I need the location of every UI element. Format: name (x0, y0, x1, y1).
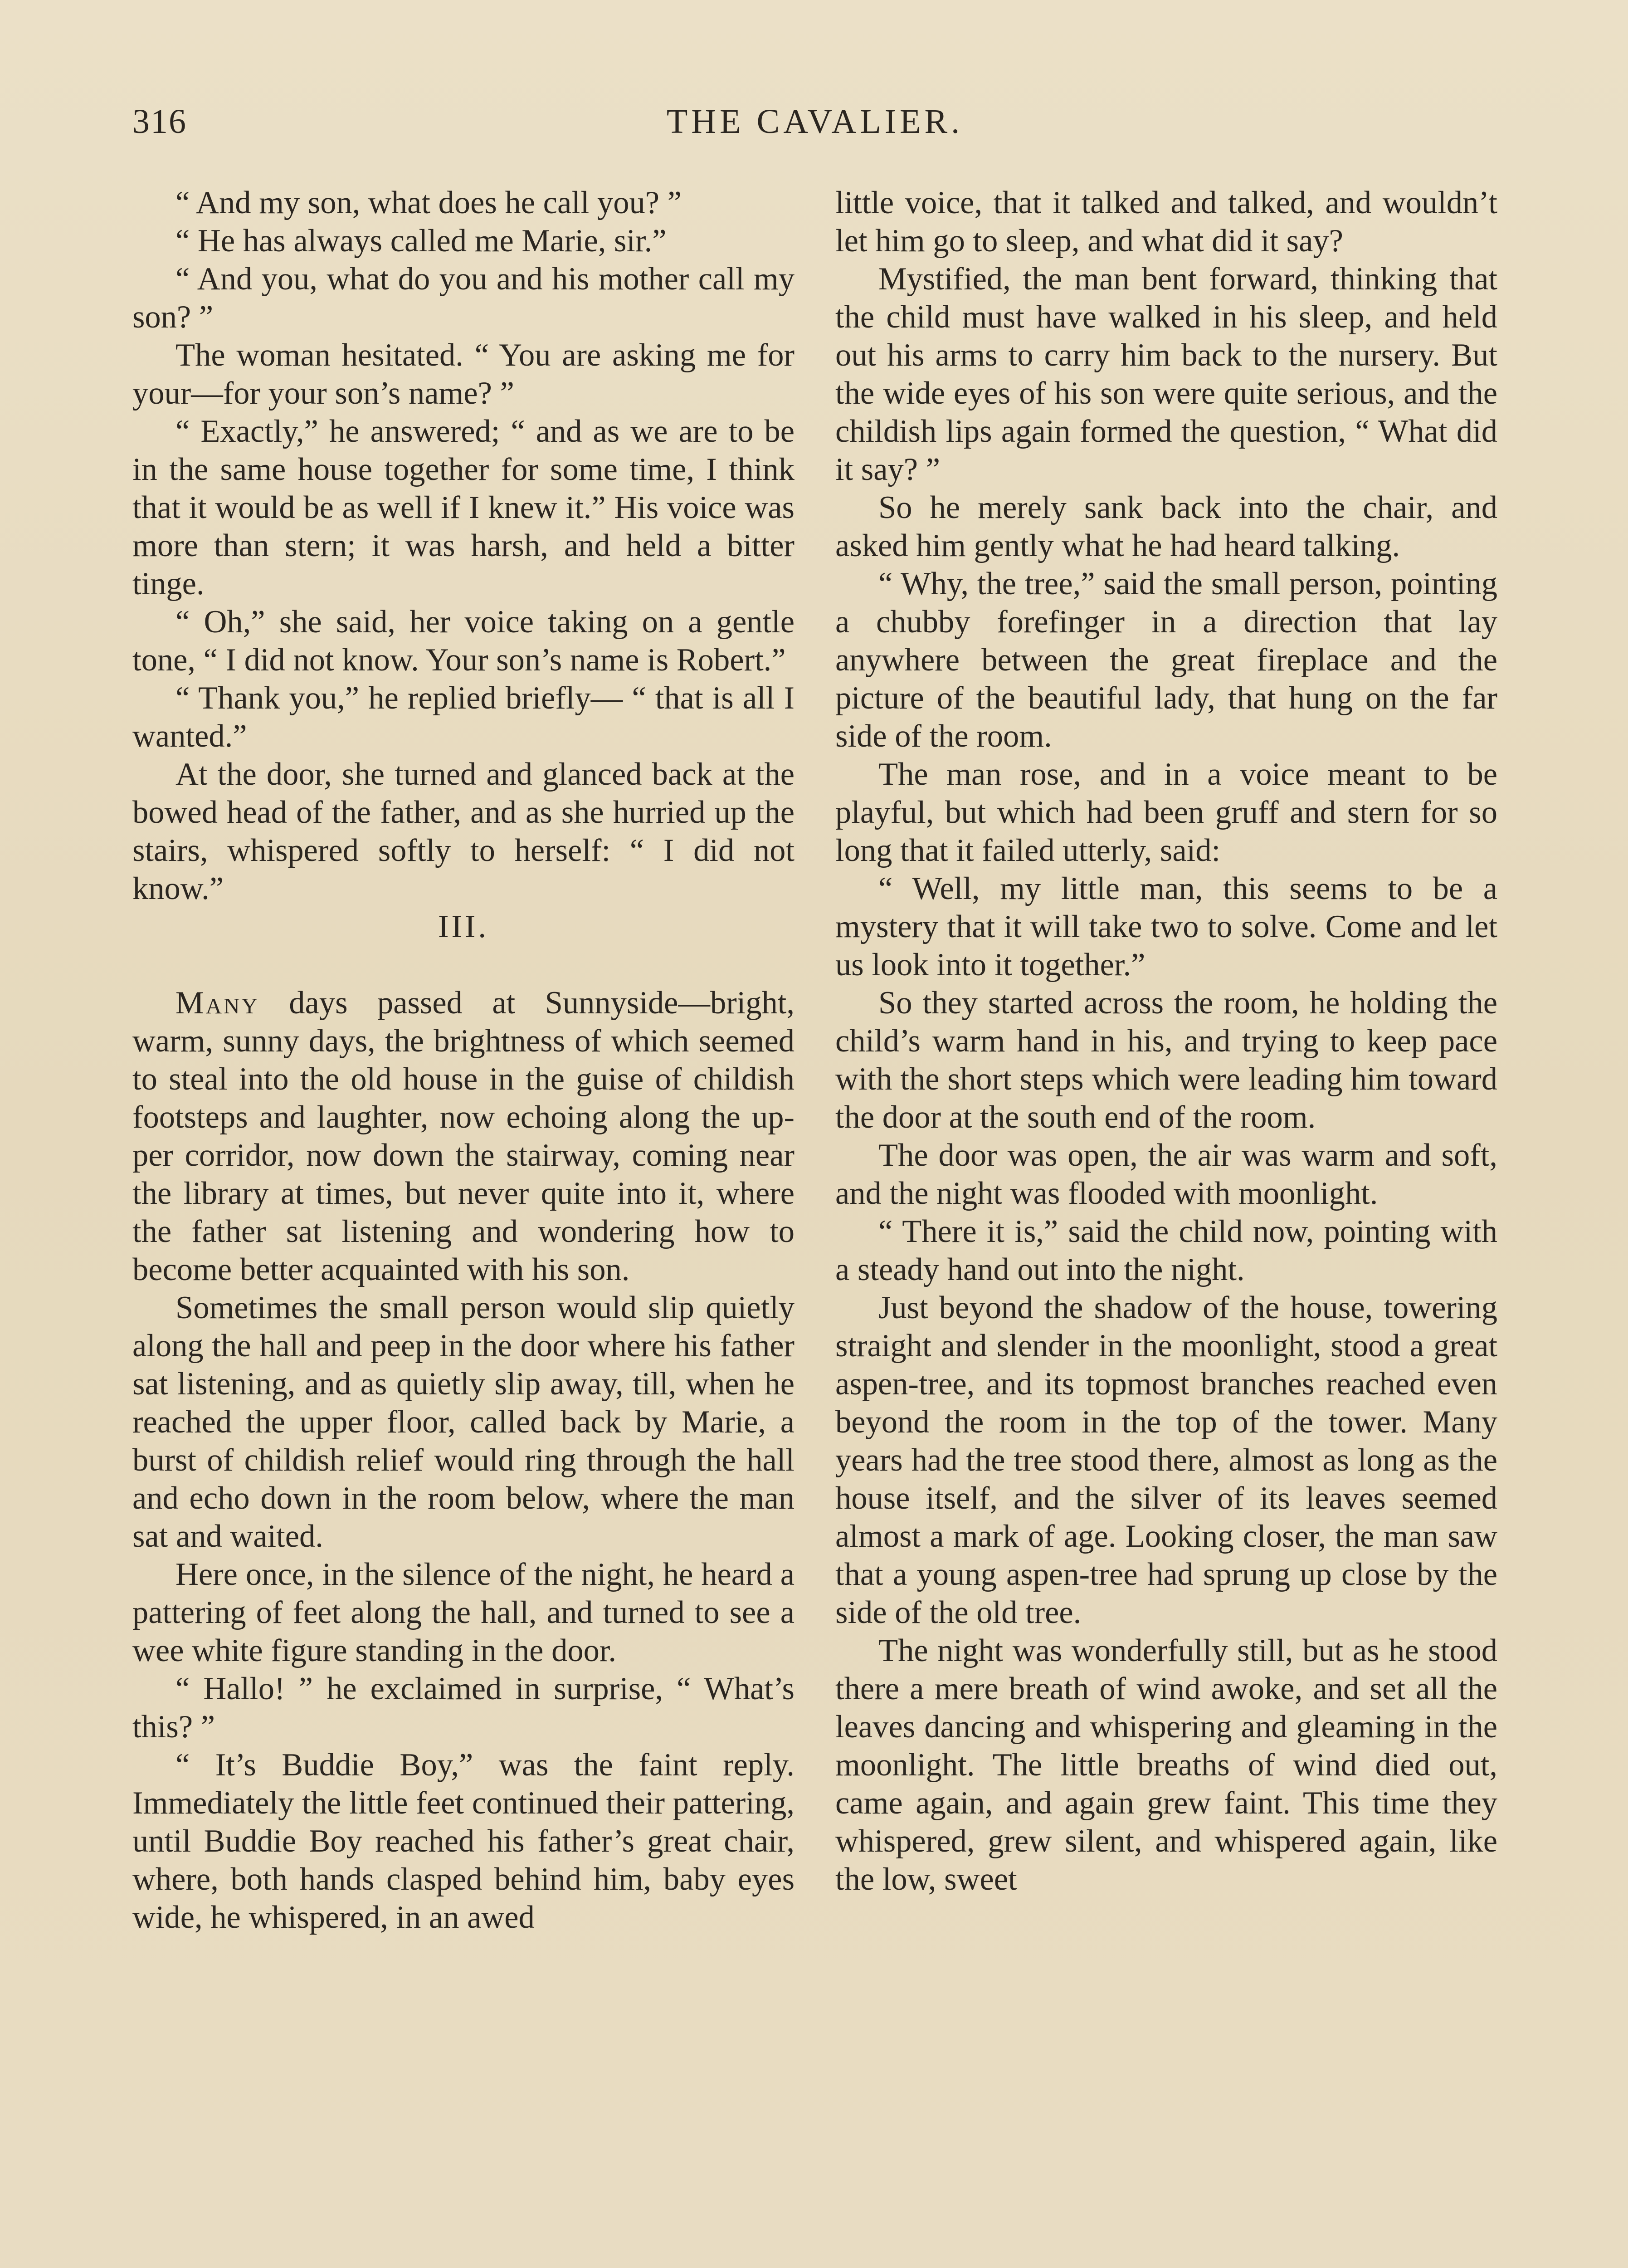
paragraph: So he merely sank back into the chair, and asked him gently what he had heard talking. (835, 490, 1497, 563)
paragraph: “ Hallo! ” he exclaimed in surprise, “ What’s this? ” (132, 1671, 795, 1745)
paragraph: “ It’s Buddie Boy,” was the faint reply. Immediately the little feet continued their pattering, until Buddie Boy reached his father’s great chair, where, both hands clasped behind him, baby eyes wide, he whispered, in an awed (132, 1747, 795, 1935)
paragraph: “ And my son, what does he call you? ” (175, 185, 682, 220)
paragraph: “ Oh,” she said, her voice taking on a gentle tone, “ I did not know. Your son’s name is Robert.” (132, 604, 795, 678)
magazine-title: THE CAVALIER. (666, 103, 964, 141)
paragraph: “ Thank you,” he replied briefly— “ that is all I wanted.” (132, 680, 795, 754)
section-heading: III. (438, 909, 489, 944)
paragraph: At the door, she turned and glanced back at the bowed head of the father, and as she hurried up the stairs, whispered softly to herself: “ I did not know.” (132, 757, 795, 906)
continued-paragraph: little voice, that it talked and talked, and wouldn’t let him go to sleep, and what did it say? (835, 185, 1497, 259)
paragraph: “ Exactly,” he answered; “ and as we are to be in the same house together for some time, I think that it would be as well if I knew it.” His voice was more than stern; it was harsh, and held a bitter tinge. (132, 414, 795, 601)
paragraph: Here once, in the silence of the night, he heard a pattering of feet along the hall, and turned to see a wee white figure standing in the door. (132, 1557, 795, 1668)
left-column (132, 184, 795, 2268)
page-header (132, 102, 1497, 152)
paragraph: The door was open, the air was warm and soft, and the night was flooded with moonlight. (835, 1138, 1497, 1211)
paragraph: Just beyond the shadow of the house, towering straight and slender in the moonlight, stood a great aspen-tree, and its topmost branches reached even beyond the room in the top of the tower. Many years had the tree stood there, almost as long as the house itself, and the silver of its leaves seemed almost a mark of age. Looking closer, the man saw that a young aspen-tree had sprung up close by the side of the old tree. (835, 1290, 1497, 1630)
paragraph: “ And you, what do you and his mother call my son? ” (132, 261, 795, 335)
section-lead-word: Many (175, 985, 259, 1021)
section-opening-paragraph (132, 984, 795, 1289)
paragraph: The woman hesitated. “ You are asking me for your—for your son’s name? ” (132, 337, 795, 411)
paragraph: “ Why, the tree,” said the small person, pointing a chubby forefinger in a direction that lay anywhere between the great fireplace and the picture of the beautiful lady, that hung on the far side of the room. (835, 566, 1497, 754)
right-column (835, 184, 1497, 2268)
paragraph: So they started across the room, he holding the child’s warm hand in his, and trying to keep pace with the short steps which were leading him toward the door at the south end of the room. (835, 985, 1497, 1135)
paragraph: “ There it is,” said the child now, pointing with a steady hand out into the night. (835, 1214, 1497, 1287)
page-number: 316 (132, 103, 187, 141)
paragraph: The man rose, and in a voice meant to be playful, but which had been gruff and stern for so long that it failed utterly, said: (835, 757, 1497, 868)
paragraph: “ He has always called me Marie, sir.” (175, 223, 667, 259)
paragraph: Mystified, the man bent forward, thinking that the child must have walked in his sleep, and held out his arms to carry him back to the nursery. But the wide eyes of his son were quite serious, and the childish lips again formed the question, “ What did it say? ” (835, 261, 1497, 487)
paragraph: Sometimes the small person would slip quietly along the hall and peep in the door where his father sat listening, and as quietly slip away, till, when he reached the upper floor, called back by Marie, a burst of childish relief would ring through the hall and echo down in the room below, where the man sat and waited. (132, 1290, 795, 1554)
section-lead-text: days passed at Sunnyside—bright, warm, sunny days, the brightness of which seemed to steal into the old house in the guise of childish footsteps and laughter, now echoing along the upper corridor, now down the stairway, coming near the library at times, but never quite into it, where the father sat listening and wondering how to become better acquainted with his son. (132, 985, 795, 1287)
paragraph: “ Well, my little man, this seems to be a mystery that it will take two to solve. Come and let us look into it together.” (835, 871, 1497, 982)
paragraph: The night was wonderfully still, but as he stood there a mere breath of wind awoke, and set all the leaves dancing and whispering and gleaming in the moonlight. The little breaths of wind died out, came again, and again grew faint. This time they whispered, grew silent, and whispered again, like the low, sweet (835, 1633, 1497, 1897)
